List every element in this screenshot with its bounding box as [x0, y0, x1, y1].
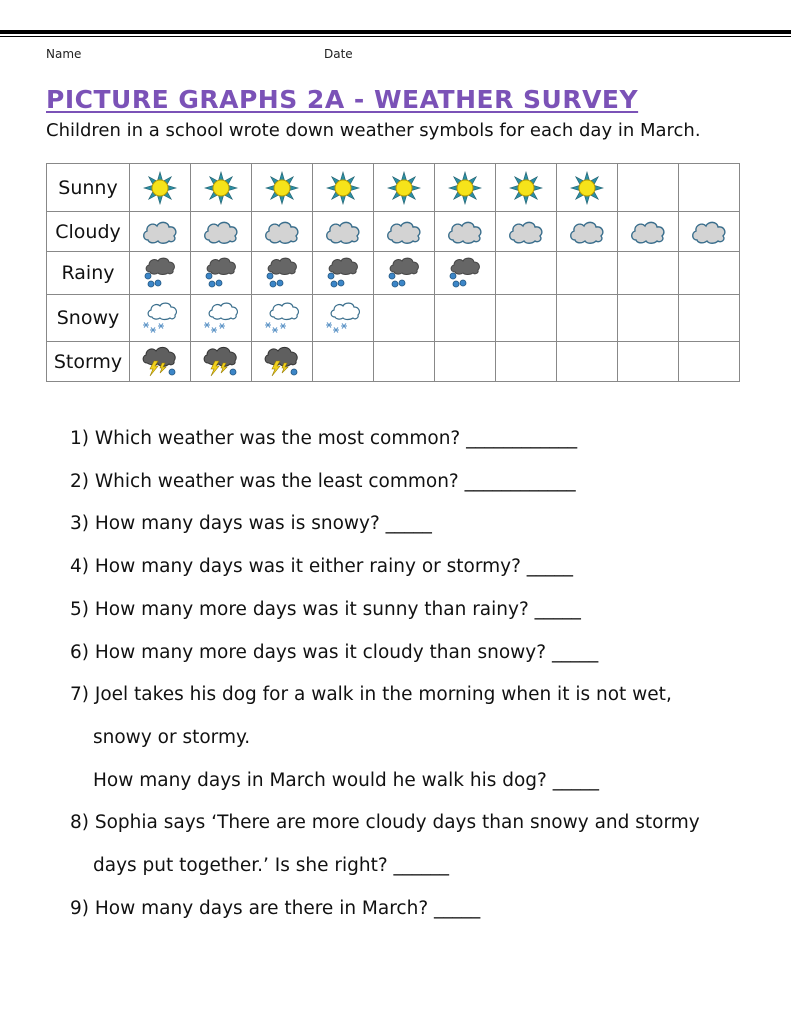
rain-cloud-icon: [191, 256, 251, 290]
cloud-icon: [435, 218, 495, 246]
graph-cell: [130, 342, 191, 382]
picture-graph-table: [46, 163, 740, 382]
graph-cell: [435, 212, 496, 252]
row-label: Stormy: [47, 342, 130, 382]
graph-cell: [618, 212, 679, 252]
question-2: 2) Which weather was the least common? ____________: [70, 470, 576, 492]
graph-cell: [374, 342, 435, 382]
question-6: 6) How many more days was it cloudy than snowy? _____: [70, 641, 599, 663]
top-rule: [0, 30, 791, 34]
graph-cell: [252, 164, 313, 212]
graph-cell: [130, 164, 191, 212]
graph-cell: [557, 164, 618, 212]
graph-row-rainy: [47, 252, 740, 295]
sun-icon: [252, 171, 312, 205]
question-list: [70, 418, 770, 930]
question-8-continuation: days put together.’ Is she right? ______: [93, 855, 450, 877]
sun-icon: [130, 171, 190, 205]
cloud-icon: [191, 218, 251, 246]
graph-cell: [496, 212, 557, 252]
graph-cell: [557, 295, 618, 342]
cloud-icon: [557, 218, 617, 246]
storm-cloud-icon: [191, 344, 251, 380]
graph-cell: [618, 164, 679, 212]
sun-icon: [313, 171, 373, 205]
graph-cell: [435, 252, 496, 295]
question-1: 1) Which weather was the most common? ____________: [70, 428, 578, 449]
graph-cell: [191, 212, 252, 252]
storm-cloud-icon: [130, 344, 190, 380]
cloud-icon: [252, 218, 312, 246]
sun-icon: [496, 171, 556, 205]
rain-cloud-icon: [313, 256, 373, 290]
question-3: 3) How many days was is snowy? _____: [70, 513, 432, 535]
graph-cell: [618, 342, 679, 382]
graph-cell: [435, 164, 496, 212]
graph-cell: [130, 252, 191, 295]
graph-cell: [252, 295, 313, 342]
graph-cell: [313, 252, 374, 295]
graph-cell: [252, 342, 313, 382]
graph-cell: [191, 342, 252, 382]
graph-cell: [679, 252, 740, 295]
graph-cell: [374, 164, 435, 212]
graph-cell: [679, 295, 740, 342]
graph-cell: [252, 212, 313, 252]
row-label: Sunny: [47, 164, 130, 212]
sun-icon: [374, 171, 434, 205]
graph-cell: [130, 212, 191, 252]
cloud-icon: [313, 218, 373, 246]
graph-cell: [618, 295, 679, 342]
graph-cell: [191, 295, 252, 342]
graph-cell: [679, 212, 740, 252]
snow-cloud-icon: [130, 300, 190, 336]
graph-row-stormy: [47, 342, 740, 382]
question-7: 7) Joel takes his dog for a walk in the morning when it is not wet,: [70, 684, 672, 706]
snow-cloud-icon: [191, 300, 251, 336]
graph-cell: [557, 212, 618, 252]
snow-cloud-icon: [313, 300, 373, 336]
graph-cell: [435, 295, 496, 342]
graph-cell: [313, 212, 374, 252]
question-5: 5) How many more days was it sunny than rainy? _____: [70, 598, 581, 620]
graph-cell: [435, 342, 496, 382]
storm-cloud-icon: [252, 344, 312, 380]
graph-cell: [618, 252, 679, 295]
graph-cell: [313, 295, 374, 342]
graph-cell: [496, 252, 557, 295]
name-label: Name: [46, 47, 82, 61]
graph-row-snowy: [47, 295, 740, 342]
cloud-icon: [496, 218, 556, 246]
date-label: Date: [324, 47, 353, 61]
page-title: PICTURE GRAPHS 2A - WEATHER SURVEY: [46, 85, 639, 114]
row-label: Cloudy: [47, 212, 130, 252]
snow-cloud-icon: [252, 300, 312, 336]
graph-cell: [557, 252, 618, 295]
cloud-icon: [130, 218, 190, 246]
rain-cloud-icon: [435, 256, 495, 290]
sun-icon: [435, 171, 495, 205]
question-7-continuation: How many days in March would he walk his dog? _____: [93, 769, 599, 791]
graph-cell: [496, 342, 557, 382]
graph-cell: [496, 295, 557, 342]
graph-cell: [130, 295, 191, 342]
graph-cell: [374, 212, 435, 252]
graph-cell: [191, 164, 252, 212]
graph-cell: [313, 342, 374, 382]
rain-cloud-icon: [252, 256, 312, 290]
graph-cell: [679, 342, 740, 382]
graph-cell: [496, 164, 557, 212]
sun-icon: [557, 171, 617, 205]
cloud-icon: [374, 218, 434, 246]
graph-cell: [191, 252, 252, 295]
graph-cell: [374, 295, 435, 342]
question-4: 4) How many days was it either rainy or stormy? _____: [70, 556, 574, 578]
graph-cell: [313, 164, 374, 212]
graph-cell: [557, 342, 618, 382]
question-9: 9) How many days are there in March? _____: [70, 897, 481, 919]
question-8: 8) Sophia says ‘There are more cloudy days than snowy and stormy: [70, 812, 700, 834]
cloud-icon: [618, 218, 678, 246]
graph-cell: [374, 252, 435, 295]
graph-cell: [252, 252, 313, 295]
top-rule-thin: [0, 36, 791, 37]
graph-cell: [679, 164, 740, 212]
row-label: Snowy: [47, 295, 130, 342]
question-7-continuation: snowy or stormy.: [93, 726, 251, 748]
page-subtitle: Children in a school wrote down weather symbols for each day in March.: [46, 120, 701, 141]
graph-row-sunny: [47, 164, 740, 212]
cloud-icon: [679, 218, 739, 246]
rain-cloud-icon: [130, 256, 190, 290]
sun-icon: [191, 171, 251, 205]
rain-cloud-icon: [374, 256, 434, 290]
graph-row-cloudy: [47, 212, 740, 252]
row-label: Rainy: [47, 252, 130, 295]
